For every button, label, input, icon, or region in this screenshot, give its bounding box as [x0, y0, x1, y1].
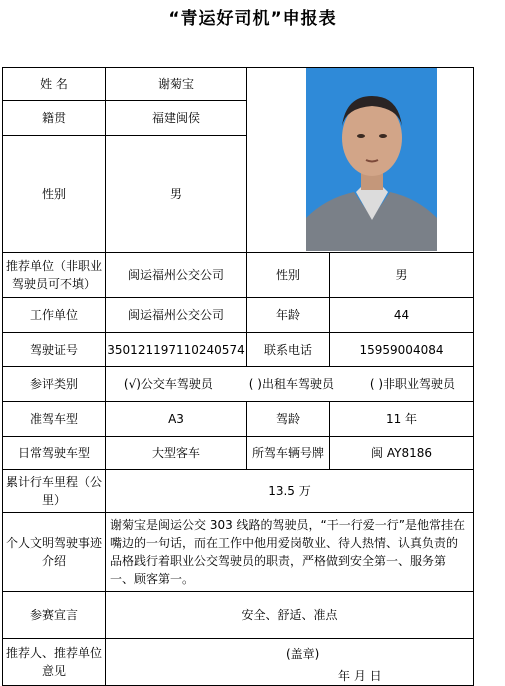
- recommend-unit-value: 闽运福州公交公司: [105, 252, 247, 298]
- mileage-label: 累计行车里程（公里）: [2, 469, 106, 513]
- phone-value: 15959004084: [329, 332, 474, 367]
- hometown-value: 福建闽侯: [105, 100, 247, 136]
- phone-label: 联系电话: [246, 332, 330, 367]
- form-title: “青运好司机”申报表: [168, 9, 337, 29]
- gender2-label: 性别: [246, 252, 330, 298]
- category-option-nonprofessional[interactable]: ( )非职业驾驶员: [369, 377, 456, 391]
- seal-text: (盖章): [286, 647, 320, 661]
- license-value: 350121197110240574: [105, 332, 247, 367]
- recommender-label: 推荐人、推荐单位意见: [2, 638, 106, 686]
- declaration-label: 参赛宣言: [2, 591, 106, 639]
- gender-label: 性别: [2, 135, 106, 253]
- work-unit-value: 闽运福州公交公司: [105, 297, 247, 333]
- category-option-taxi[interactable]: ( )出租车驾驶员: [248, 377, 334, 391]
- declaration-value: 安全、舒适、准点: [105, 591, 474, 639]
- gender-value: 男: [105, 135, 247, 253]
- age-value: 44: [329, 297, 474, 333]
- driving-years-label: 驾龄: [246, 401, 330, 437]
- gender2-value: 男: [329, 252, 474, 298]
- date-text: 年 月 日: [338, 669, 382, 683]
- vehicle-type-value: A3: [105, 401, 247, 437]
- category-option-bus[interactable]: (√)公交车驾驶员: [123, 377, 213, 391]
- license-label: 驾驶证号: [2, 332, 106, 367]
- name-label: 姓 名: [2, 67, 106, 101]
- category-options: [105, 366, 474, 402]
- driving-years-value: 11 年: [329, 401, 474, 437]
- vehicle-type-label: 准驾车型: [2, 401, 106, 437]
- daily-vehicle-label: 日常驾驶车型: [2, 436, 106, 470]
- driver-portrait-icon: [306, 68, 437, 251]
- daily-vehicle-value: 大型客车: [105, 436, 247, 470]
- driver-photo: [306, 68, 437, 251]
- intro-label: 个人文明驾驶事迹介绍: [2, 512, 106, 592]
- category-label: 参评类别: [2, 366, 106, 402]
- recommend-unit-label: 推荐单位（非职业驾驶员可不填）: [2, 252, 106, 298]
- recommender-opinion: [105, 638, 474, 686]
- plate-label: 所驾车辆号牌: [246, 436, 330, 470]
- work-unit-label: 工作单位: [2, 297, 106, 333]
- hometown-label: 籍贯: [2, 100, 106, 136]
- mileage-value: 13.5 万: [105, 469, 474, 513]
- plate-value: 闽 AY8186: [329, 436, 474, 470]
- intro-text: 谢菊宝是闽运公交 303 线路的驾驶员，“干一行爱一行”是他常挂在嘴边的一句话，而在工作中他用爱岗敬业、待人热情、认真负责的品格践行着职业公交驾驶员的职责，严格做到安全第一、服务第一、顾客第一。: [105, 512, 474, 592]
- age-label: 年龄: [246, 297, 330, 333]
- name-value: 谢菊宝: [105, 67, 247, 101]
